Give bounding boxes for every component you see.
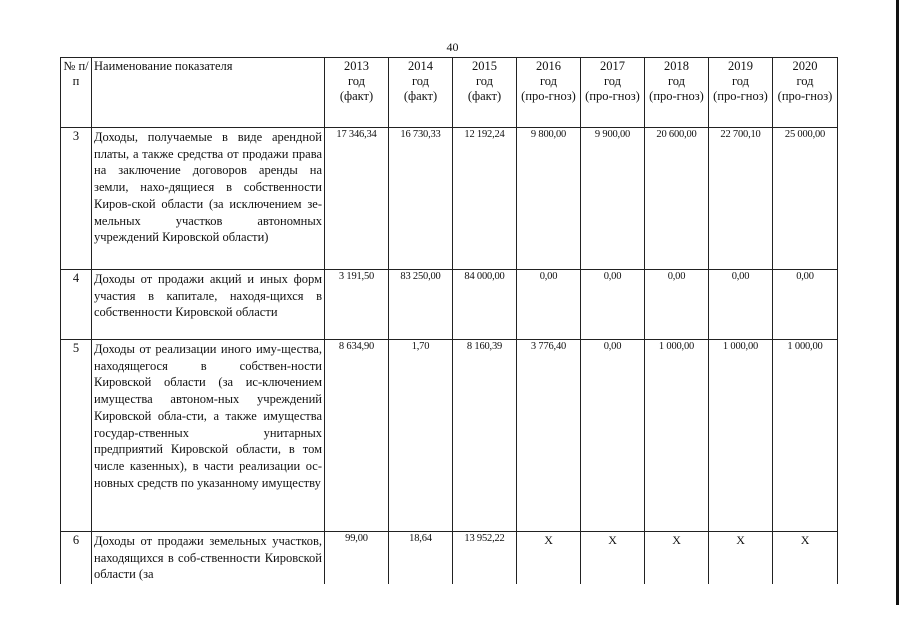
table-row xyxy=(61,270,838,340)
value-2017: X xyxy=(581,532,645,585)
value-2015: 12 192,24 xyxy=(453,128,517,270)
row-number: 3 xyxy=(61,128,92,270)
value-2020: 0,00 xyxy=(773,270,838,340)
value-2013: 17 346,34 xyxy=(325,128,389,270)
value-2015: 8 160,39 xyxy=(453,340,517,532)
header-year-2016: 2016 год (про-гноз) xyxy=(517,58,581,128)
row-number: 4 xyxy=(61,270,92,340)
table-row xyxy=(61,532,838,585)
indicator-name: Доходы, получаемые в виде арендной платы, а также средства от продажи права на заключение договоров аренды на земли, нахо-дящиеся в собственности Киров-ской области (за исключением зе-мельных участков автономных учреждений Кировской области) xyxy=(92,128,325,270)
header-num: № п/п xyxy=(61,58,92,128)
value-2015: 13 952,22 xyxy=(453,532,517,585)
value-2016: 9 800,00 xyxy=(517,128,581,270)
value-2014: 18,64 xyxy=(389,532,453,585)
value-2014: 83 250,00 xyxy=(389,270,453,340)
value-2014: 16 730,33 xyxy=(389,128,453,270)
header-year-2013: 2013 год (факт) xyxy=(325,58,389,128)
header-year-2015: 2015 год (факт) xyxy=(453,58,517,128)
table-row xyxy=(61,340,838,532)
indicator-name: Доходы от продажи земельных участков, находящихся в соб-ственности Кировской области (за xyxy=(92,532,325,585)
value-2013: 3 191,50 xyxy=(325,270,389,340)
value-2018: 0,00 xyxy=(645,270,709,340)
row-number: 5 xyxy=(61,340,92,532)
header-year-2019: 2019 год (про-гноз) xyxy=(709,58,773,128)
value-2013: 8 634,90 xyxy=(325,340,389,532)
value-2017: 0,00 xyxy=(581,270,645,340)
table-row xyxy=(61,128,838,270)
indicator-name: Доходы от реализации иного иму-щества, находящегося в собствен-ности Кировской области (за ис-ключением имущества автоном-ных учреждений Кировской обла-сти, а также имущества государ-ственных унитарных предприятий Кировской области, в том числе казенных), в части реализации ос-новных средств по указанному имуществу xyxy=(92,340,325,532)
value-2019: 0,00 xyxy=(709,270,773,340)
value-2014: 1,70 xyxy=(389,340,453,532)
value-2020: X xyxy=(773,532,838,585)
value-2019: 1 000,00 xyxy=(709,340,773,532)
table-header-row xyxy=(61,58,838,128)
indicator-name: Доходы от продажи акций и иных форм участия в капитале, находя-щихся в собственности Кировской области xyxy=(92,270,325,340)
scan-edge xyxy=(896,0,899,605)
value-2016: X xyxy=(517,532,581,585)
value-2019: 22 700,10 xyxy=(709,128,773,270)
value-2020: 1 000,00 xyxy=(773,340,838,532)
header-year-2017: 2017 год (про-гноз) xyxy=(581,58,645,128)
row-number: 6 xyxy=(61,532,92,585)
value-2017: 9 900,00 xyxy=(581,128,645,270)
page-number: 40 xyxy=(446,40,459,54)
value-2016: 3 776,40 xyxy=(517,340,581,532)
value-2018: 20 600,00 xyxy=(645,128,709,270)
value-2019: X xyxy=(709,532,773,585)
income-table xyxy=(60,57,838,584)
value-2018: 1 000,00 xyxy=(645,340,709,532)
header-year-2014: 2014 год (факт) xyxy=(389,58,453,128)
value-2015: 84 000,00 xyxy=(453,270,517,340)
header-year-2020: 2020 год (про-гноз) xyxy=(773,58,838,128)
value-2013: 99,00 xyxy=(325,532,389,585)
value-2017: 0,00 xyxy=(581,340,645,532)
value-2018: X xyxy=(645,532,709,585)
header-name: Наименование показателя xyxy=(92,58,325,128)
header-year-2018: 2018 год (про-гноз) xyxy=(645,58,709,128)
value-2020: 25 000,00 xyxy=(773,128,838,270)
value-2016: 0,00 xyxy=(517,270,581,340)
